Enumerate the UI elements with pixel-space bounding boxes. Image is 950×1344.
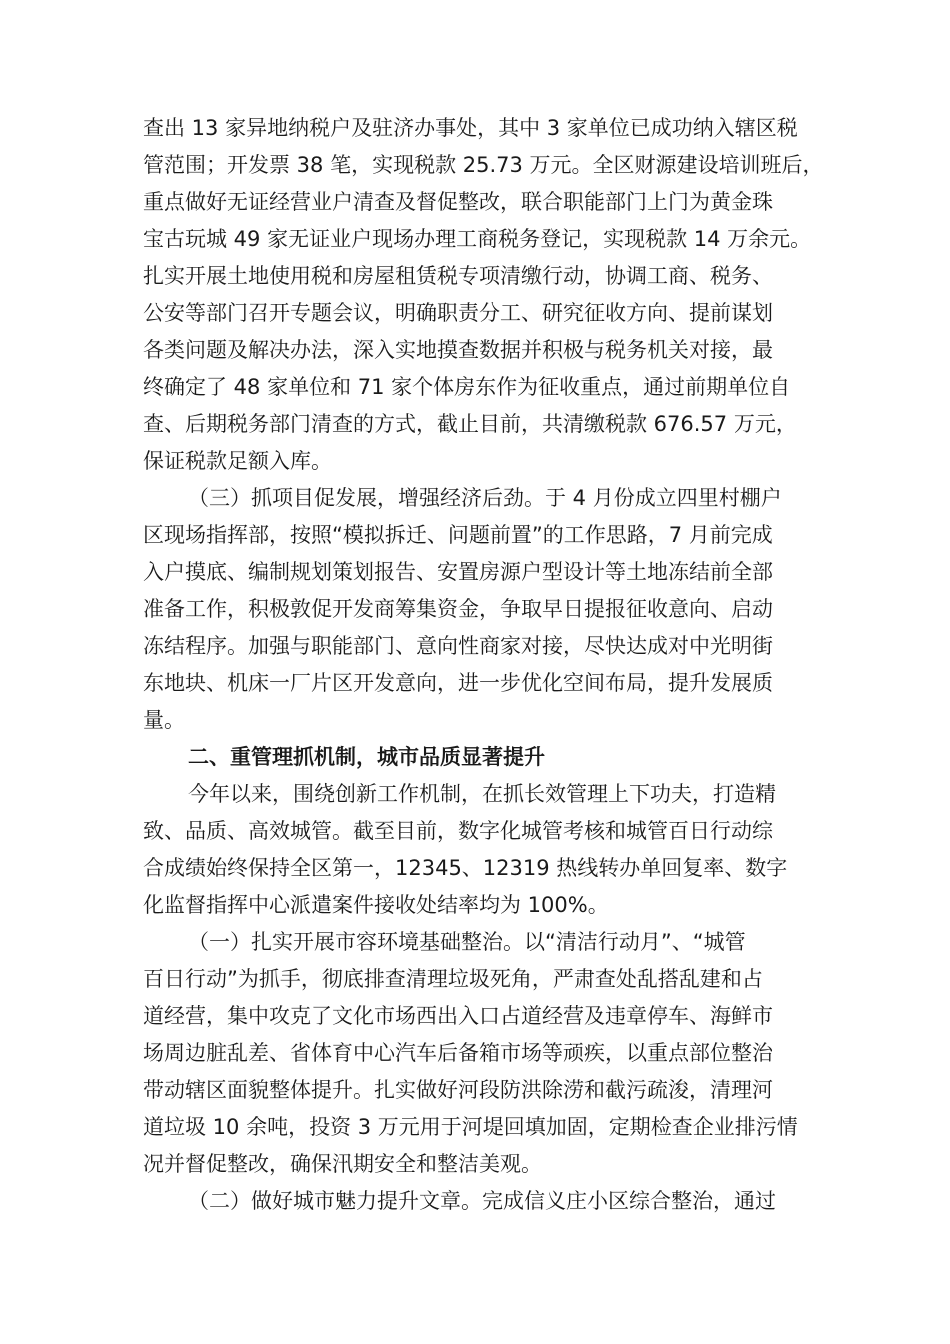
text-line: （三）抓项目促发展，增强经济后劲。于 4 月份成立四里村棚户 [188,486,782,510]
text-line: 公安等部门召开专题会议，明确职责分工、研究征收方向、提前谋划 [143,301,773,325]
text-line: 况并督促整改，确保汛期安全和整洁美观。 [143,1152,542,1176]
text-line: 宝古玩城 49 家无证业户现场办理工商税务登记，实现税款 14 万余元。 [143,227,812,251]
text-line: （一）扎实开展市容环境基础整治。以“清洁行动月”、“城管 [188,930,746,954]
text-line: 保证税款足额入库。 [143,449,332,473]
text-line: 量。 [143,708,185,732]
text-line: 合成绩始终保持全区第一，12345、12319 热线转办单回复率、数字 [143,856,788,880]
text-line: 管范围；开发票 38 笔，实现税款 25.73 万元。全区财源建设培训班后， [143,153,824,177]
text-line: 东地块、机床一厂片区开发意向，进一步优化空间布局，提升发展质 [143,671,773,695]
text-line: 道垃圾 10 余吨，投资 3 万元用于河堤回填加固，定期检查企业排污情 [143,1115,798,1139]
text-line: 道经营，集中攻克了文化市场西出入口占道经营及违章停车、海鲜市 [143,1004,773,1028]
section-heading: 二、重管理抓机制，城市品质显著提升 [188,745,545,769]
text-line: 扎实开展土地使用税和房屋租赁税专项清缴行动，协调工商、税务、 [143,264,773,288]
text-line: 化监督指挥中心派遣案件接收处结率均为 100%。 [143,893,609,917]
text-line: 准备工作，积极敦促开发商筹集资金，争取早日提报征收意向、启动 [143,597,773,621]
text-line: 区现场指挥部，按照“模拟拆迁、问题前置”的工作思路，7 月前完成 [143,523,773,547]
text-line: 重点做好无证经营业户清查及督促整改，联合职能部门上门为黄金珠 [143,190,773,214]
document-body [143,110,823,1220]
text-line: 各类问题及解决办法，深入实地摸查数据并积极与税务机关对接，最 [143,338,773,362]
text-line: 场周边脏乱差、省体育中心汽车后备箱市场等顽疾，以重点部位整治 [143,1041,773,1065]
text-line: 查、后期税务部门清查的方式，截止目前，共清缴税款 676.57 万元， [143,412,797,436]
text-line: 带动辖区面貌整体提升。扎实做好河段防洪除涝和截污疏浚，清理河 [143,1078,773,1102]
text-line: 入户摸底、编制规划策划报告、安置房源户型设计等土地冻结前全部 [143,560,773,584]
text-line: 终确定了 48 家单位和 71 家个体房东作为征收重点，通过前期单位自 [143,375,791,399]
text-line: （二）做好城市魅力提升文章。完成信义庄小区综合整治，通过 [188,1189,776,1213]
text-line: 致、品质、高效城管。截至目前，数字化城管考核和城管百日行动综 [143,819,773,843]
text-line: 冻结程序。加强与职能部门、意向性商家对接，尽快达成对中光明街 [143,634,773,658]
text-line: 查出 13 家异地纳税户及驻济办事处，其中 3 家单位已成功纳入辖区税 [143,116,798,140]
text-line: 今年以来，围绕创新工作机制，在抓长效管理上下功夫，打造精 [188,782,776,806]
text-line: 百日行动”为抓手，彻底排查清理垃圾死角，严肃查处乱搭乱建和占 [143,967,763,991]
